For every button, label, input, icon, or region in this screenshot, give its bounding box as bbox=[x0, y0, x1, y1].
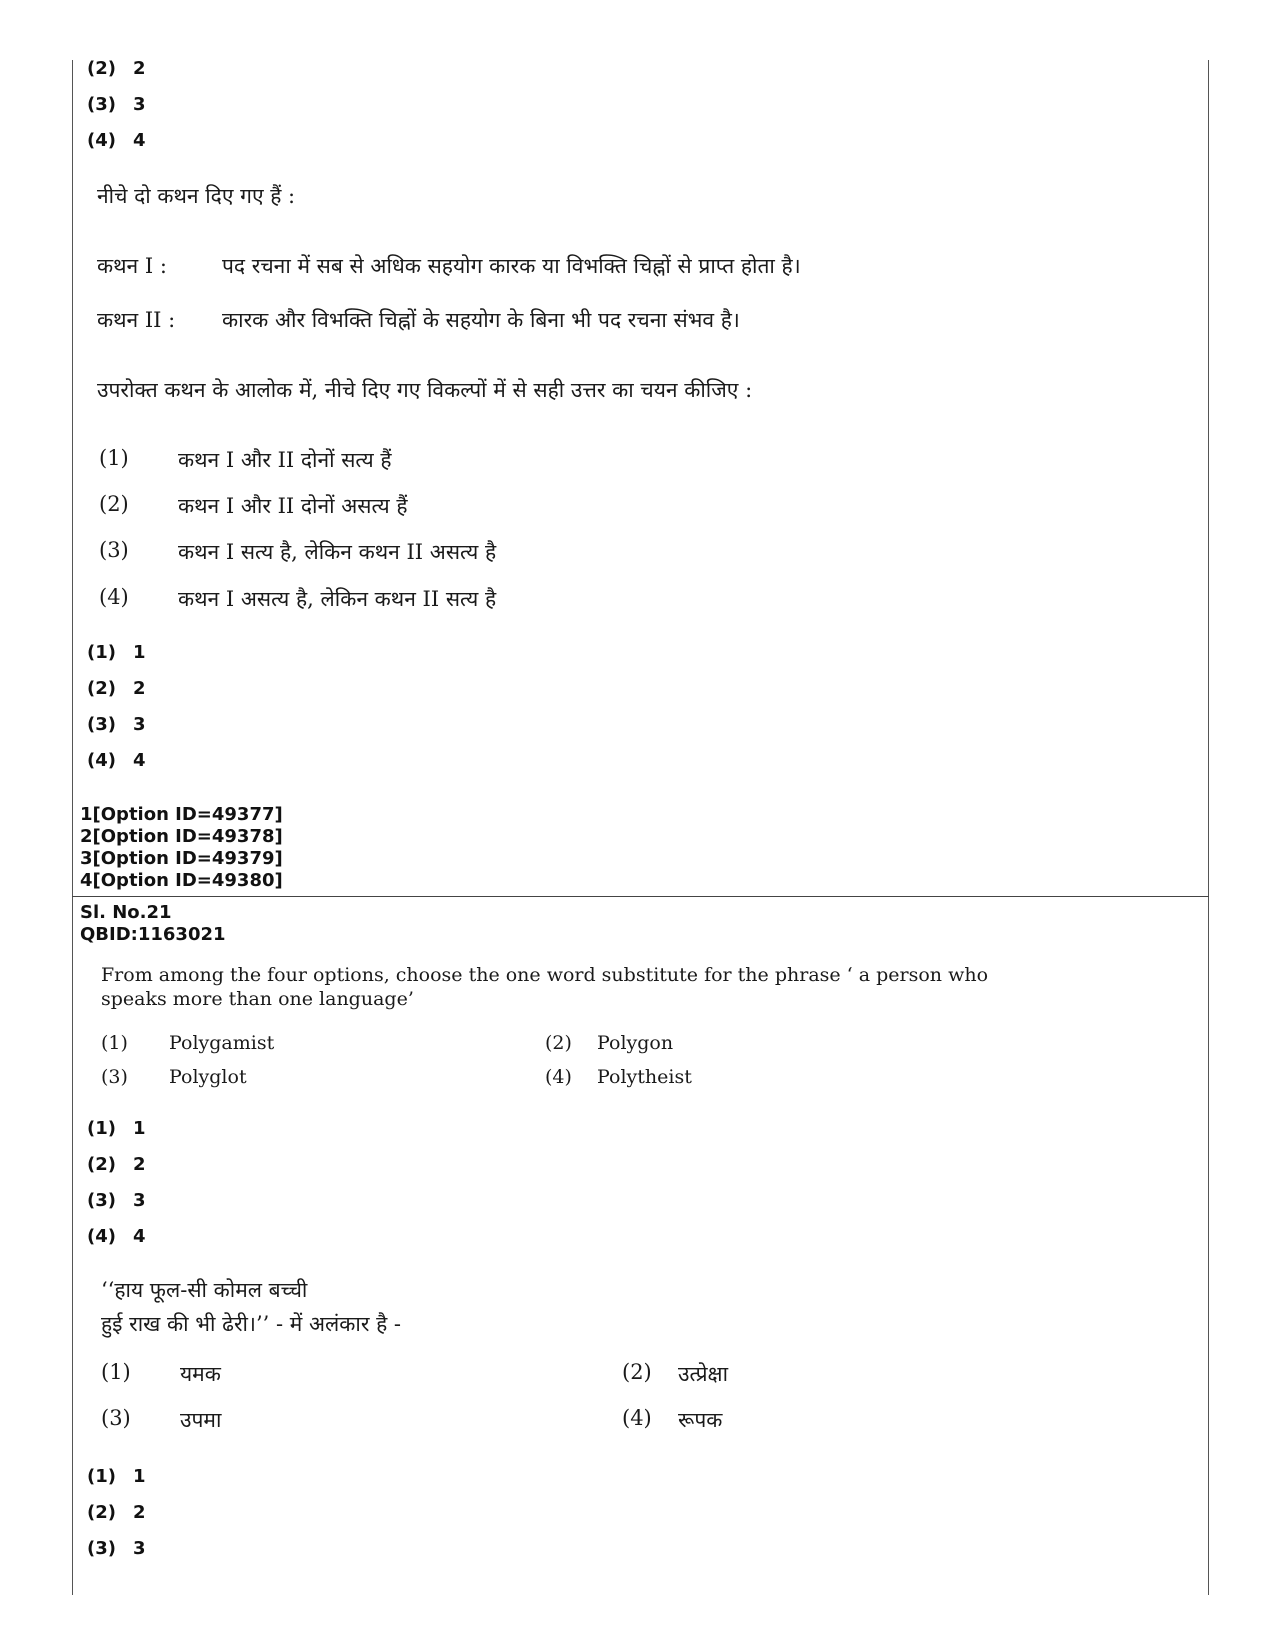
option-text: कथन I और II दोनों सत्य हैं bbox=[178, 448, 392, 472]
question-text: From among the four options, choose the one word substitute for the phrase ‘ a person who bbox=[101, 964, 989, 986]
option-text: कथन I असत्य है, लेकिन कथन II सत्य है bbox=[178, 587, 497, 611]
answer-row: (1) 1 bbox=[87, 642, 146, 663]
option-number: (1) bbox=[101, 1360, 131, 1384]
answer-row: (3) 3 bbox=[87, 714, 146, 735]
option-text: Polytheist bbox=[597, 1066, 692, 1088]
option-text: कथन I सत्य है, लेकिन कथन II असत्य है bbox=[178, 540, 497, 564]
option-number: (2) bbox=[99, 492, 129, 516]
verse-line: हुई राख की भी ढेरी।’’ - में अलंकार है - bbox=[101, 1312, 402, 1336]
question-intro: नीचे दो कथन दिए गए हैं : bbox=[97, 184, 296, 208]
statement-text: पद रचना में सब से अधिक सहयोग कारक या विभक्ति चिह्नों से प्राप्त होता है। bbox=[222, 254, 801, 278]
option-number: (2) bbox=[622, 1360, 652, 1384]
statement-label: कथन II : bbox=[97, 308, 176, 332]
answer-row: (1) 1 bbox=[87, 1466, 146, 1487]
answer-row: (2) 2 bbox=[87, 678, 146, 699]
answer-row: (3) 3 bbox=[87, 94, 146, 115]
option-id: 2[Option ID=49378] bbox=[80, 826, 283, 847]
option-id: 1[Option ID=49377] bbox=[80, 804, 283, 825]
option-text: Polygamist bbox=[169, 1032, 275, 1054]
answer-row: (4) 4 bbox=[87, 130, 146, 151]
option-number: (4) bbox=[99, 585, 129, 609]
answer-row: (2) 2 bbox=[87, 58, 146, 79]
answer-row: (4) 4 bbox=[87, 750, 146, 771]
option-number: (1) bbox=[99, 446, 129, 470]
statement-label: कथन I : bbox=[97, 254, 167, 278]
option-number: (3) bbox=[101, 1066, 128, 1088]
option-number: (3) bbox=[101, 1406, 131, 1430]
verse-line: ‘‘हाय फूल-सी कोमल बच्ची bbox=[101, 1278, 308, 1302]
statement-text: कारक और विभक्ति चिह्नों के सहयोग के बिना भी पद रचना संभव है। bbox=[222, 308, 740, 332]
question-text: speaks more than one language’ bbox=[101, 988, 414, 1010]
option-text: उत्प्रेक्षा bbox=[678, 1362, 729, 1386]
qbid: QBID:1163021 bbox=[80, 924, 226, 945]
option-number: (2) bbox=[545, 1032, 572, 1054]
question-divider bbox=[72, 896, 1209, 897]
option-text: यमक bbox=[180, 1362, 221, 1386]
answer-row: (4) 4 bbox=[87, 1226, 146, 1247]
option-number: (4) bbox=[622, 1406, 652, 1430]
option-number: (1) bbox=[101, 1032, 128, 1054]
option-text: Polyglot bbox=[169, 1066, 247, 1088]
option-id: 3[Option ID=49379] bbox=[80, 848, 283, 869]
answer-row: (3) 3 bbox=[87, 1538, 146, 1559]
question-header bbox=[80, 902, 226, 946]
answer-row: (3) 3 bbox=[87, 1190, 146, 1211]
option-ids bbox=[80, 804, 283, 892]
option-text: कथन I और II दोनों असत्य हैं bbox=[178, 494, 408, 518]
left-border bbox=[72, 60, 73, 1595]
option-number: (4) bbox=[545, 1066, 572, 1088]
option-text: Polygon bbox=[597, 1032, 674, 1054]
answer-row: (2) 2 bbox=[87, 1502, 146, 1523]
question-instruction: उपरोक्त कथन के आलोक में, नीचे दिए गए विकल्पों में से सही उत्तर का चयन कीजिए : bbox=[97, 378, 753, 402]
option-id: 4[Option ID=49380] bbox=[80, 870, 283, 891]
serial-number: Sl. No.21 bbox=[80, 902, 172, 923]
option-text: उपमा bbox=[180, 1408, 222, 1432]
option-text: रूपक bbox=[678, 1408, 723, 1432]
option-number: (3) bbox=[99, 538, 129, 562]
answer-row: (2) 2 bbox=[87, 1154, 146, 1175]
right-border bbox=[1208, 60, 1209, 1595]
answer-row: (1) 1 bbox=[87, 1118, 146, 1139]
